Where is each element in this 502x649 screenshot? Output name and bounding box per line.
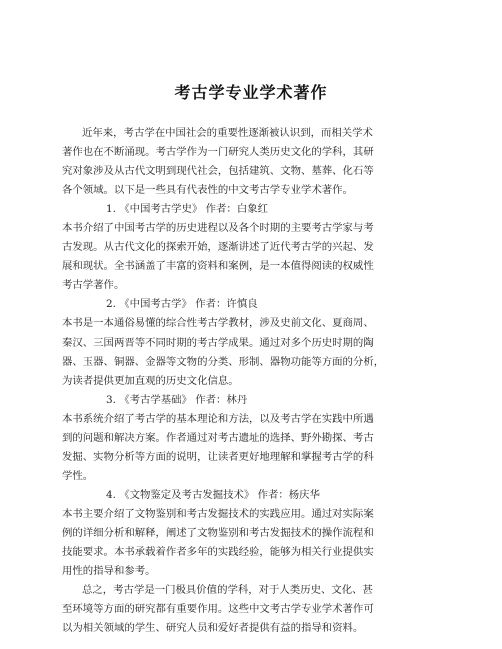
paragraph-line: 秦汉、三国两晋等不同时期的考古学成果。通过对多个历史时期的陶 — [62, 336, 374, 349]
paragraph-line: 总之，考古学是一门极具价值的学科，对于人类历史、文化、甚 — [82, 584, 373, 597]
book-heading-line: 2. 《中国考古学》 作者：许慎良 — [106, 298, 258, 311]
paragraph-line: 用性的指导和参考。 — [62, 565, 156, 578]
paragraph-line: 近年来，考古学在中国社会的重要性逐渐被认识到，而相关学术 — [82, 127, 373, 139]
paragraph-line: 著作也在不断涌现。考古学作为一门研究人类历史文化的学科，其研 — [62, 146, 374, 159]
paragraph-line: 本书介绍了中国考古学的历史进程以及各个时期的主要考古学家与考 — [62, 222, 374, 235]
book-heading-line: 1. 《中国考古学史》 作者：白象红 — [106, 203, 268, 216]
paragraph-line: 本书主要介绍了文物鉴别和考古发掘技术的实践应用。通过对实际案 — [62, 507, 374, 520]
book-heading-line: 4. 《文物鉴定及考古发掘技术》 作者：杨庆华 — [106, 488, 320, 501]
paragraph-line: 至环境等方面的研究都有重要作用。这些中文考古学专业学术著作可 — [62, 603, 374, 616]
paragraph-line: 以为相关领域的学生、研究人员和爱好者提供有益的指导和资料。 — [62, 622, 364, 635]
book-heading-line: 3. 《考古学基础》 作者：林丹 — [106, 393, 248, 406]
document-body — [62, 124, 450, 638]
document-title: 考古学专业学术著作 — [174, 83, 328, 102]
paragraph-line: 发掘、实物分析等方面的说明，让读者更好地理解和掌握考古学的科 — [62, 450, 374, 463]
paragraph-line: 例的详细分析和解释，阐述了文物鉴别和考古发掘技术的操作流程和 — [62, 526, 374, 539]
paragraph-line: 考古学著作。 — [62, 279, 125, 292]
paragraph-line: 本书是一本通俗易懂的综合性考古学教材，涉及史前文化、夏商周、 — [62, 317, 374, 330]
paragraph-line: 到的问题和解决方案。作者通过对考古遗址的选择、野外勘探、考古 — [62, 431, 374, 444]
paragraph-line: 究对象涉及从古代文明到现代社会，包括建筑、文物、墓葬、化石等 — [62, 165, 374, 178]
paragraph-line: 技能要求。本书承载着作者多年的实践经验，能够为相关行业提供实 — [62, 546, 374, 559]
paragraph-line: 本书系统介绍了考古学的基本理论和方法，以及考古学在实践中所遇 — [62, 412, 374, 425]
paragraph-line: 学性。 — [62, 469, 94, 482]
paragraph-line: 器、玉器、铜器、金器等文物的分类、形制、器物功能等方面的分析， — [62, 355, 385, 368]
paragraph-line: 展和现状。全书涵盖了丰富的资料和案例，是一本值得阅读的权威性 — [62, 260, 374, 273]
paragraph-line: 为读者提供更加直观的历史文化信息。 — [62, 374, 239, 387]
paragraph-line: 古发现。从古代文化的探索开始，逐渐讲述了近代考古学的兴起、发 — [62, 241, 374, 254]
paragraph-line: 各个领域。以下是一些具有代表性的中文考古学专业学术著作。 — [62, 184, 353, 197]
